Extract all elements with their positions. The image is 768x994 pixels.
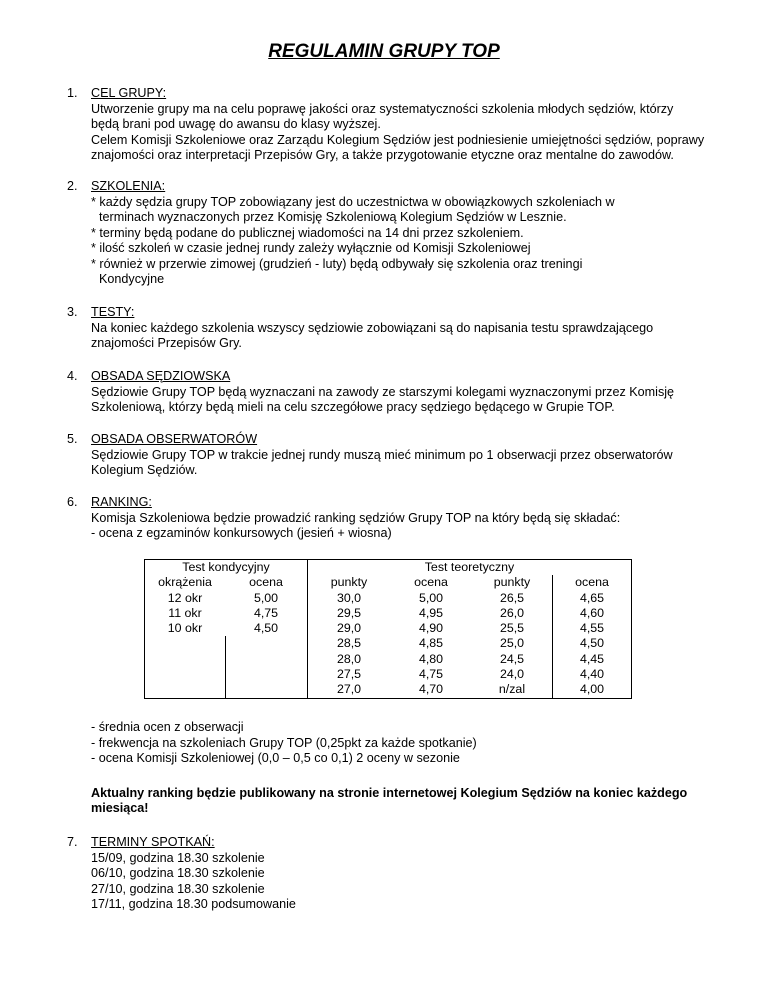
table-cell: 4,75	[418, 667, 444, 682]
section-number: 5.	[67, 432, 78, 446]
table-row	[145, 667, 632, 682]
table-row	[145, 606, 632, 621]
section-text: Kondycyjne	[99, 272, 165, 286]
table-cell: 25,0	[472, 636, 553, 651]
section-number: 3.	[67, 305, 78, 319]
table-column-header: ocena	[414, 575, 448, 590]
table-column-header: punkty	[472, 575, 553, 590]
section-heading: SZKOLENIA:	[91, 179, 166, 193]
section-text: znajomości Przepisów Gry.	[91, 336, 242, 350]
table-row	[145, 591, 632, 606]
table-cell: 4,75	[225, 606, 308, 621]
table-cell: 29,5	[308, 606, 391, 621]
table-cell: 4,45	[553, 652, 632, 667]
table-column-header: ocena	[553, 575, 632, 590]
table-cell: 27,0	[308, 682, 391, 698]
table-cell: 4,50	[553, 636, 632, 651]
table-cell: 28,0	[308, 652, 391, 667]
section-text: - frekwencja na szkoleniach Grupy TOP (0,25pkt za każde spotkanie)	[91, 735, 477, 750]
table-cell: 29,0	[308, 621, 391, 636]
page-title: REGULAMIN GRUPY TOP	[268, 41, 500, 62]
table-cell: 4,50	[225, 621, 308, 636]
table-column-header: ocena	[225, 575, 308, 590]
section-text: Szkoleniową, którzy będą mieli na celu szczegółowe pracy sędziego będącego w Grupie TOP.	[91, 400, 615, 414]
section-cel-grupy	[67, 86, 727, 164]
section-ranking-continued	[67, 720, 727, 817]
table-cell: 5,00	[418, 590, 444, 605]
table-row	[145, 682, 632, 698]
table-cell	[145, 682, 226, 698]
section-heading: RANKING:	[91, 495, 152, 509]
table-group-header: Test teoretyczny	[308, 560, 632, 576]
table-column-header: okrążenia	[145, 575, 226, 590]
table-cell: 4,80	[418, 651, 444, 666]
meeting-date: 27/10, godzina 18.30 szkolenie	[91, 881, 265, 896]
table-cell: n/zal	[472, 682, 553, 698]
section-obsada-sedziowska	[67, 369, 727, 416]
section-heading: OBSADA OBSERWATORÓW	[91, 432, 258, 446]
section-text: - średnia ocen z obserwacji	[91, 720, 244, 734]
table-row	[145, 636, 632, 651]
table-cell: 4,85	[418, 636, 444, 651]
table-cell: 4,90	[418, 621, 444, 636]
table-cell: 24,5	[472, 652, 553, 667]
ranking-note: miesiąca!	[91, 801, 149, 815]
section-text: terminach wyznaczonych przez Komisję Szkoleniową Kolegium Sędziów w Lesznie.	[99, 210, 567, 224]
table-cell: 27,5	[308, 667, 391, 682]
section-number: 1.	[67, 86, 78, 100]
table-cell: 4,55	[553, 621, 632, 636]
section-ranking	[67, 495, 727, 542]
section-number: 4.	[67, 369, 78, 383]
section-text: znajomości oraz interpretacji Przepisów Gry, a także przygotowanie etyczne oraz mentalne do zawodów.	[91, 148, 674, 162]
section-heading: OBSADA SĘDZIOWSKA	[91, 369, 231, 383]
table-cell: 4,70	[390, 682, 472, 698]
section-text: * ilość szkoleń w czasie jednej rundy zależy wyłącznie od Komisji Szkoleniowej	[91, 241, 531, 255]
table-cell: 11 okr	[145, 606, 226, 621]
table-cell	[145, 667, 226, 682]
table-cell: 4,65	[553, 591, 632, 606]
section-testy	[67, 305, 727, 352]
ranking-note: Aktualny ranking będzie publikowany na stronie internetowej Kolegium Sędziów na koniec każdego	[91, 785, 688, 800]
section-number: 2.	[67, 179, 78, 193]
section-heading: TESTY:	[91, 305, 135, 319]
ranking-table	[144, 559, 632, 699]
section-text: będą brani pod uwagę do awansu do klasy wyższej.	[91, 117, 381, 131]
section-text: Utworzenie grupy ma na celu poprawę jakości oraz systematyczności szkolenia młodych sędziów, którzy	[91, 101, 674, 116]
meeting-date: 15/09, godzina 18.30 szkolenie	[91, 850, 265, 865]
table-column-header: punkty	[308, 575, 391, 590]
table-cell	[225, 636, 308, 651]
section-number: 6.	[67, 495, 78, 509]
table-cell: 4,00	[553, 682, 632, 698]
table-cell: 30,0	[308, 591, 391, 606]
table-cell: 24,0	[472, 667, 553, 682]
table-cell: 25,5	[472, 621, 553, 636]
section-text: * terminy będą podane do publicznej wiadomości na 14 dni przez szkoleniem.	[91, 225, 524, 240]
table-cell: 4,95	[418, 605, 444, 620]
section-text: Sędziowie Grupy TOP w trakcie jednej rundy muszą mieć minimum po 1 obserwacji przez obserwatorów	[91, 447, 673, 462]
table-cell	[145, 652, 226, 667]
table-cell	[225, 667, 308, 682]
section-number: 7.	[67, 835, 78, 849]
section-text: * każdy sędzia grupy TOP zobowiązany jest do uczestnictwa w obowiązkowych szkoleniach w	[91, 194, 615, 209]
section-text: Kolegium Sędziów.	[91, 463, 198, 477]
table-cell: 12 okr	[145, 591, 226, 606]
table-cell	[225, 652, 308, 667]
section-text: - ocena Komisji Szkoleniowej (0,0 – 0,5 co 0,1) 2 oceny w sezonie	[91, 751, 460, 765]
section-text: * również w przerwie zimowej (grudzień - luty) będą odbywały się szkolenia oraz treningi	[91, 256, 583, 271]
section-text: Sędziowie Grupy TOP będą wyznaczani na zawody ze starszymi kolegami wyznaczonymi przez Komisję	[91, 384, 675, 399]
section-heading: CEL GRUPY:	[91, 86, 167, 100]
section-szkolenia	[67, 179, 727, 288]
table-row	[145, 621, 632, 636]
table-row	[145, 652, 632, 667]
table-cell: 10 okr	[145, 621, 226, 636]
table-cell: 26,0	[472, 606, 553, 621]
table-cell: 4,60	[553, 606, 632, 621]
section-text: Komisja Szkoleniowa będzie prowadzić ranking sędziów Grupy TOP na który będą się składać:	[91, 510, 621, 525]
meeting-date: 06/10, godzina 18.30 szkolenie	[91, 866, 265, 880]
table-cell	[225, 682, 308, 698]
section-text: - ocena z egzaminów konkursowych (jesień + wiosna)	[91, 526, 392, 540]
section-text: Na koniec każdego szkolenia wszyscy sędziowie zobowiązani są do napisania testu sprawdzającego	[91, 320, 654, 335]
section-heading: TERMINY SPOTKAŃ:	[91, 835, 215, 849]
table-cell: 4,40	[553, 667, 632, 682]
section-terminy-spotkan	[67, 835, 727, 913]
table-cell	[145, 636, 226, 651]
table-group-header: Test kondycyjny	[145, 560, 308, 576]
table-cell: 28,5	[308, 636, 391, 651]
meeting-date: 17/11, godzina 18.30 podsumowanie	[91, 897, 296, 911]
section-obsada-obserwatorow	[67, 432, 727, 479]
table-cell: 5,00	[225, 591, 308, 606]
section-text: Celem Komisji Szkoleniowe oraz Zarządu Kolegium Sędziów jest podniesienie umiejętności sędziów, poprawy	[91, 132, 705, 147]
table-cell: 26,5	[472, 591, 553, 606]
